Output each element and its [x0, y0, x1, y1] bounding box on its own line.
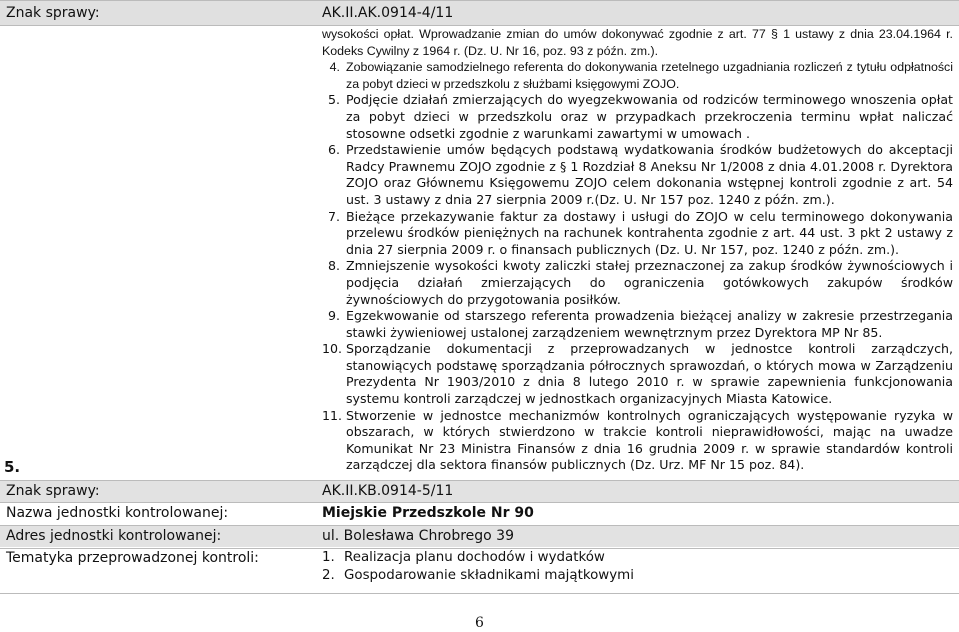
topic-text: Realizacja planu dochodów i wydatków: [344, 550, 605, 565]
topic-number: 1.: [322, 550, 335, 565]
topic-text: Gospodarowanie składnikami majątkowymi: [344, 568, 634, 583]
item-text: Przedstawienie umów będących podstawą wydatkowania środków budżetowych do akceptacji Radcy Prawnemu ZOJO zgodnie z § 1 Rozdział 8 Aneksu Nr 1/2008 z dnia 4.01.2008 r. Dyrektora ZOJO oraz Głównemu Księgowemu ZOJO celem dokonania wstępnej kontroli zgodnie z art. 54 ust. 3 ustawy z dnia 27 sierpnia 2009 r.(Dz. U. Nr 157 poz. 1240 z późn. zm.).: [346, 142, 953, 207]
item-number: 10.: [322, 341, 343, 357]
item-text: Zmniejszenie wysokości kwoty zaliczki stałej przeznaczonej za zakup środków żywnościowych i podjęcia działań zmierzających do ograniczenia gotówkowych zakupów środków żywnościowych do przygotowania posiłków.: [346, 258, 953, 307]
unit-name-label: Nazwa jednostki kontrolowanej:: [6, 505, 229, 521]
case-number-value: AK.II.AK.0914-4/11: [322, 5, 454, 21]
unit-address-value: ul. Bolesława Chrobrego 39: [322, 528, 514, 544]
item-text: Podjęcie działań zmierzających do wyegzekwowania od rodziców terminowego wnoszenia opłat za pobyt dzieci w przedszkolu oraz w przypadkach przekroczenia terminu wpłat naliczać stosowne odsetki zgodnie z warunkami zawartymi w umowach .: [346, 92, 953, 141]
topic-number: 2.: [322, 568, 335, 583]
unit-address-row: [0, 525, 959, 547]
list-item: [322, 92, 953, 142]
item-text: Zobowiązanie samodzielnego referenta do dokonywania rzetelnego uzgadniania rozliczeń z tytułu odpłatności za pobyt dzieci w przedszkolu z służbami księgowymi ZOJO.: [346, 60, 953, 91]
list-item: [322, 308, 953, 341]
item-text: Sporządzanie dokumentacji z przeprowadzanych w jednostce kontroli zarządczych, stanowiących podstawę sporządzania półrocznych sprawozdań, o których mowa w Zarządzeniu Prezydenta Nr 1903/2010 z dnia 8 lutego 2010 r. w sprawie zapewnienia funkcjonowania systemu kontroli zarządczej w jednostkach organizacyjnych Miasta Katowice.: [346, 341, 953, 407]
case-number-value: AK.II.KB.0914-5/11: [322, 483, 454, 499]
unit-name-value: Miejskie Przedszkole Nr 90: [322, 505, 534, 521]
item-text: Stworzenie w jednostce mechanizmów kontrolnych ograniczających występowanie ryzyka w obszarach, w których stwierdzono w trakcie kontroli nieprawidłowości, mając na uwadze Komunikat Nr 23 Ministra Finansów z dnia 16 grudnia 2009 r. w sprawie standardów kontroli zarządczej dla sektora finansów publicznych (Dz. Urz. MF Nr 15 poz. 84).: [346, 407, 953, 473]
inspection-topics-row: [0, 548, 959, 594]
case-number-label: Znak sprawy:: [6, 5, 100, 21]
item-number: 6.: [327, 142, 340, 158]
item-number: 9.: [327, 308, 340, 324]
item-number: 7.: [327, 208, 340, 224]
item-number: 11.: [322, 407, 343, 423]
recommendations-list: [322, 26, 953, 474]
case-number-row: [0, 0, 959, 26]
list-item: [322, 59, 953, 92]
case-number-row-2: [0, 480, 959, 502]
item-text: Bieżące przekazywanie faktur za dostawy i usługi do ZOJO w celu terminowego dokonywania przelewu środków pieniężnych na rachunek kontrahenta zgodnie z art. 44 ust. 3 pkt 2 ustawy z dnia 27 sierpnia 2009 r. o finansach publicznych (Dz. U. Nr 157, poz. 1240 z późn. zm.).: [346, 208, 953, 257]
continuation-text: wysokości opłat. Wprowadzanie zmian do umów dokonywać zgodnie z art. 77 § 1 ustawy z dnia 23.04.1964 r. Kodeks Cywilny z 1964 r. (Dz. U. Nr 16, poz. 93 z późn. zm.).: [322, 27, 953, 58]
unit-address-label: Adres jednostki kontrolowanej:: [6, 528, 222, 544]
topics-label: Tematyka przeprowadzonej kontroli:: [6, 550, 259, 566]
case-number-label: Znak sprawy:: [6, 483, 100, 499]
item-number: 8.: [327, 258, 340, 274]
list-item: [322, 549, 634, 567]
item-text: Egzekwowanie od starszego referenta prowadzenia bieżącej analizy w zakresie przestrzegania stawki żywieniowej ustalonej zarządzeniem wewnętrznym przez Dyrektora MP Nr 85.: [346, 308, 953, 340]
unit-name-row: [0, 502, 959, 524]
section-number: 5.: [4, 458, 21, 476]
item-number: 4.: [329, 60, 340, 75]
list-item: [322, 408, 953, 474]
list-item: [322, 341, 953, 407]
list-item: [322, 209, 953, 259]
topics-list: [322, 549, 634, 585]
list-item: [322, 258, 953, 308]
item-number: 5.: [327, 92, 340, 108]
list-item: [322, 142, 953, 208]
list-item: [322, 567, 634, 585]
page-number: 6: [475, 615, 484, 631]
